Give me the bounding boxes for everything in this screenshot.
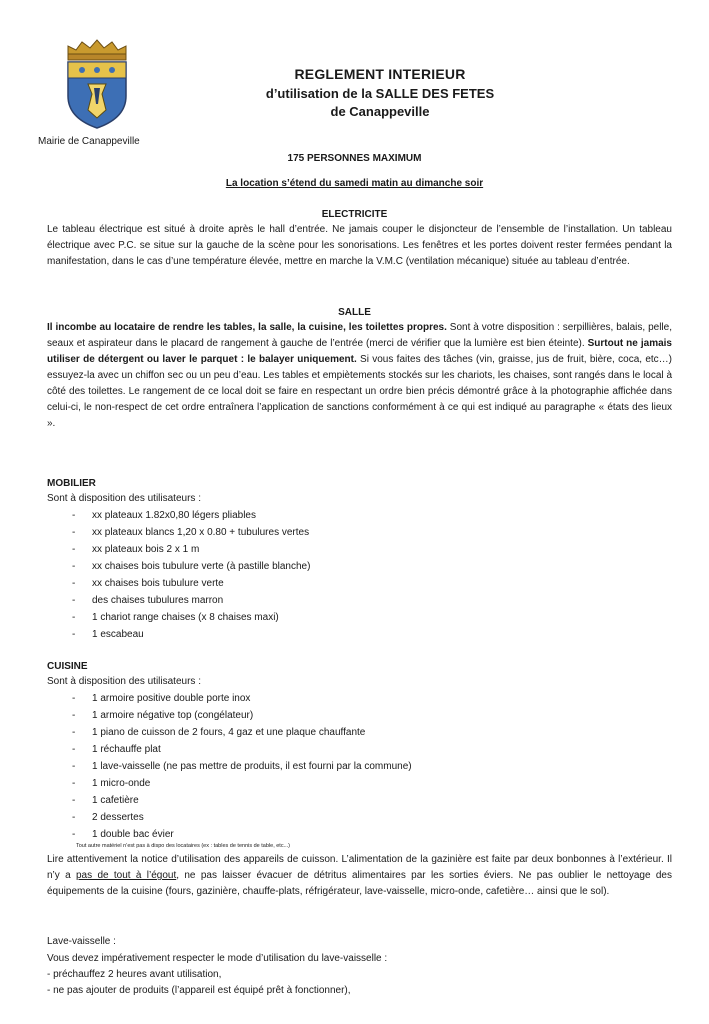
section-heading-cuisine: CUISINE <box>47 661 88 672</box>
capacity-notice: 175 PERSONNES MAXIMUM <box>287 153 422 164</box>
lave-vaisselle-heading: Lave-vaisselle : <box>47 936 116 947</box>
section-heading-salle: SALLE <box>338 307 371 318</box>
title-block <box>230 66 530 119</box>
mobilier-intro: Sont à disposition des utilisateurs : <box>47 493 201 504</box>
document-subtitle: d’utilisation de la SALLE DES FETES <box>265 86 495 101</box>
mobilier-list <box>72 507 310 643</box>
document-subtitle-location: de Canappeville <box>330 104 430 119</box>
document-title: REGLEMENT INTERIEUR <box>294 66 466 82</box>
cuisine-intro: Sont à disposition des utilisateurs : <box>47 676 201 687</box>
salle-text-part1: Sont à votre disposition : serpillières, balais, pelle, seaux et aspirateur dans le placard de rangement à gauche de l’entrée (merci de vérifier que la lumière est bien éteinte). <box>47 322 672 349</box>
list-item: - 1 micro-onde <box>72 778 151 789</box>
list-item: - 1 armoire négative top (congélateur) <box>72 710 254 721</box>
list-item: - xx plateaux blancs 1,20 x 0.80 + tubulures vertes <box>72 527 310 538</box>
mairie-label: Mairie de Canappeville <box>38 136 140 147</box>
list-item: - des chaises tubulures marron <box>72 595 224 606</box>
salle-bold-warning: Surtout ne jamais utiliser de détergent ou laver le parquet : le balayer uniquement. <box>47 338 672 365</box>
cuisine-footnote: Tout autre matériel n’est pas à dispo des locataires (ex : tables de tennis de table, etc...) <box>76 843 291 849</box>
section-heading-electricite: ELECTRICITE <box>321 209 388 220</box>
lave-vaisselle-intro: Vous devez impérativement respecter le mode d’utilisation du lave-vaisselle : <box>47 953 388 964</box>
list-item: - 1 cafetière <box>72 795 139 806</box>
salle-bold-clause: Il incombe au locataire de rendre les tables, la salle, la cuisine, les toilettes propres. <box>47 322 447 333</box>
list-item: - xx chaises bois tubulure verte (à pastille blanche) <box>72 561 311 572</box>
list-item: - 2 dessertes <box>72 812 144 823</box>
cuisine-list <box>72 690 412 843</box>
list-item: - xx plateaux bois 2 x 1 m <box>72 544 200 555</box>
lave-vaisselle-line2: - ne pas ajouter de produits (l’appareil est équipé prêt à fonctionner), <box>47 985 351 996</box>
salle-text-part2: Si vous faites des tâches (vin, graisse, jus de fruit, bière, coca, etc…) essuyez-la avec un chiffon sec ou un peu d’eau. Les tables et empiètements stockés sur les chariots, les chaises, sont rangés dans le local à côté des toilettes. Le rangement de ce local doit se faire en respectant un ordre bien précis démontré grâce à la photographie affichée dans celui-ci, le non-respect de cet ordre entraînera l’application de sanctions conformément à ce qui est indiqué au paragraphe « états des lieux ». <box>47 354 672 429</box>
list-item: - xx plateaux 1.82x0,80 légers pliables <box>72 510 256 521</box>
section-heading-mobilier: MOBILIER <box>47 478 96 489</box>
egout-underlined: pas de tout à l’égout <box>76 870 177 881</box>
list-item: - 1 double bac évier <box>72 829 174 840</box>
list-item: - 1 lave-vaisselle (ne pas mettre de produits, il est fourni par la commune) <box>72 761 412 772</box>
salle-paragraph <box>47 320 672 432</box>
list-item: - 1 piano de cuisson de 2 fours, 4 gaz et une plaque chauffante <box>72 727 366 738</box>
list-item: - xx chaises bois tubulure verte <box>72 578 224 589</box>
list-item: - 1 escabeau <box>72 629 144 640</box>
list-item: - 1 chariot range chaises (x 8 chaises maxi) <box>72 612 279 623</box>
cuisine-paragraph: Lire attentivement la notice d’utilisation des appareils de cuisson. L’alimentation de la gazinière est faite par deux bonbonnes à l’extérieur. Il n’y a pas de tout à l’égout, ne pas laisser évacuer de détritus alimentaires par les sorties éviers. Ne pas oublier le nettoyage des équipements de la cuisine (fours, gazinière, chauffe-plats, réfrigérateur, lave-vaisselle, micro-onde, cafetière… ainsi que le sol). <box>47 854 672 897</box>
electricite-paragraph: Le tableau électrique est situé à droite après le hall d’entrée. Ne jamais couper le disjoncteur de l’ensemble de l’installation. Un tableau électrique avec P.C. se situe sur la gauche de la scène pour les sonorisations. Les fenêtres et les portes doivent rester fermées pendant la manifestation, dans le cas d’une température élevée, mettre en marche la V.M.C (ventilation mécanique) située au tableau d’entrée. <box>47 224 672 267</box>
coat-of-arms-icon <box>62 38 132 130</box>
rental-period: La location s’étend du samedi matin au dimanche soir <box>225 178 484 189</box>
list-item: - 1 réchauffe plat <box>72 744 161 755</box>
list-item: - 1 armoire positive double porte inox <box>72 693 251 704</box>
lave-vaisselle-line1: - préchauffez 2 heures avant utilisation, <box>47 969 222 980</box>
